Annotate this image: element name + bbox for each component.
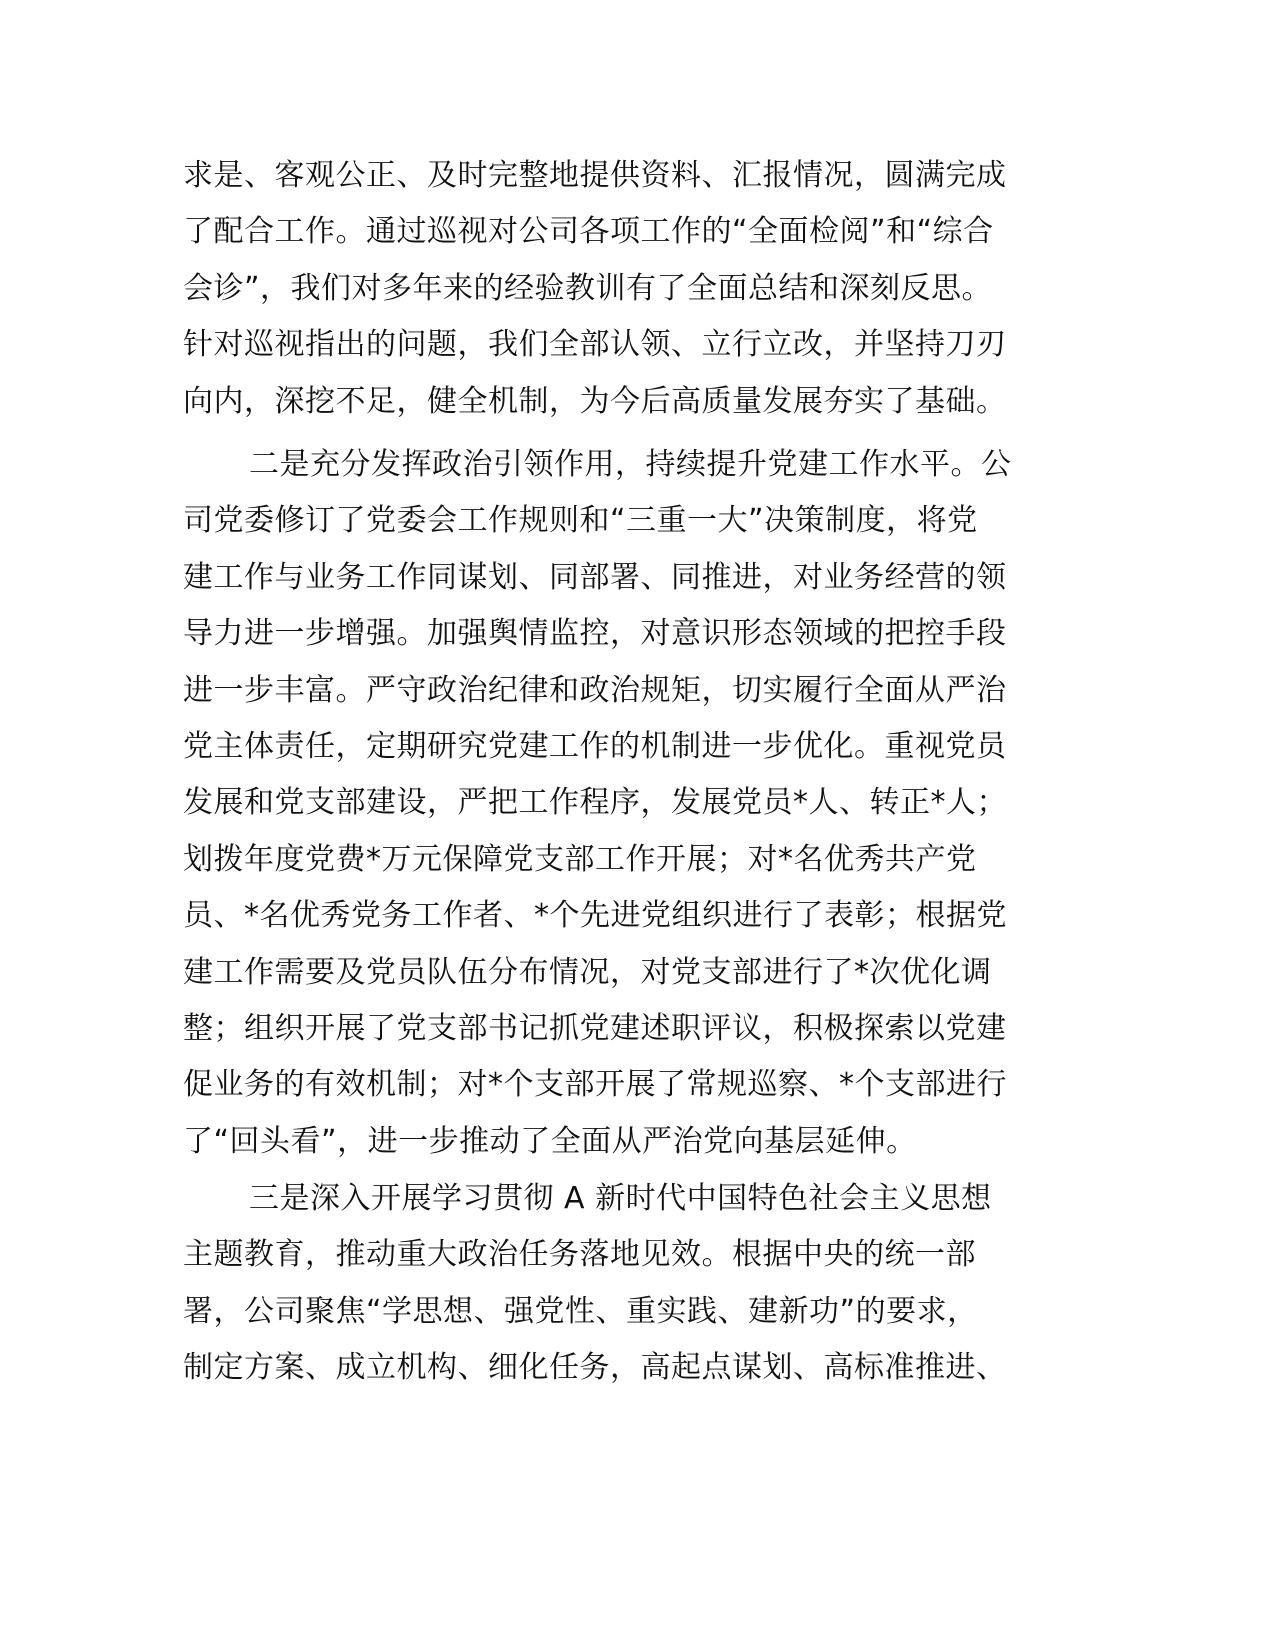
text-line: 司党委修订了党委会工作规则和“三重一大”决策制度，将党 <box>183 503 978 539</box>
text-line: 了配合工作。通过巡视对公司各项工作的“全面检阅”和“综合 <box>183 214 994 250</box>
text-line: 建工作需要及党员队伍分布情况，对党支部进行了*次优化调 <box>183 954 992 990</box>
text-line: 三是深入开展学习贯彻 A 新时代中国特色社会主义思想 <box>249 1181 992 1216</box>
text-line: 导力进一步增强。加强舆情监控，对意识形态领域的把控手段 <box>183 616 1007 652</box>
text-line: 建工作与业务工作同谋划、同部署、同推进，对业务经营的领 <box>183 559 1007 595</box>
text-line: 进一步丰富。严守政治纪律和政治规矩，切实履行全面从严治 <box>183 672 1007 708</box>
text-line: 划拨年度党费*万元保障党支部工作开展；对*名优秀共产党 <box>183 841 977 877</box>
text-line: 员、*名优秀党务工作者、*个先进党组织进行了表彰；根据党 <box>183 898 1007 934</box>
text-line: 党主体责任，定期研究党建工作的机制进一步优化。重视党员 <box>183 728 1007 764</box>
text-line: 制定方案、成立机构、细化任务，高起点谋划、高标准推进、 <box>183 1350 1007 1386</box>
text-line: 发展和党支部建设，严把工作程序，发展党员*人、转正*人； <box>183 785 1007 821</box>
text-line: 整；组织开展了党支部书记抓党建述职评议，积极探索以党建 <box>183 1010 1007 1046</box>
paragraph-3 <box>183 1171 1093 1397</box>
paragraph-2 <box>183 437 1093 1170</box>
text-line: 会诊”，我们对多年来的经验教训有了全面总结和深刻反思。 <box>183 270 993 306</box>
text-line: 针对巡视指出的问题，我们全部认领、立行立改，并坚持刀刃 <box>183 327 1007 363</box>
text-line: 求是、客观公正、及时完整地提供资料、汇报情况，圆满完成 <box>183 158 1007 193</box>
text-line: 向内，深挖不足，健全机制，为今后高质量发展夯实了基础。 <box>183 383 1007 419</box>
text-line: 二是充分发挥政治引领作用，持续提升党建工作水平。公 <box>249 447 1012 482</box>
text-line: 促业务的有效机制；对*个支部开展了常规巡察、*个支部进行 <box>183 1067 1007 1103</box>
text-line: 主题教育，推动重大政治任务落地见效。根据中央的统一部 <box>183 1237 976 1273</box>
text-line: 了“回头看”，进一步推动了全面从严治党向基层延伸。 <box>183 1123 917 1159</box>
text-line: 署，公司聚焦“学思想、强党性、重实践、建新功”的要求， <box>183 1293 978 1329</box>
paragraph-1 <box>183 148 1093 430</box>
